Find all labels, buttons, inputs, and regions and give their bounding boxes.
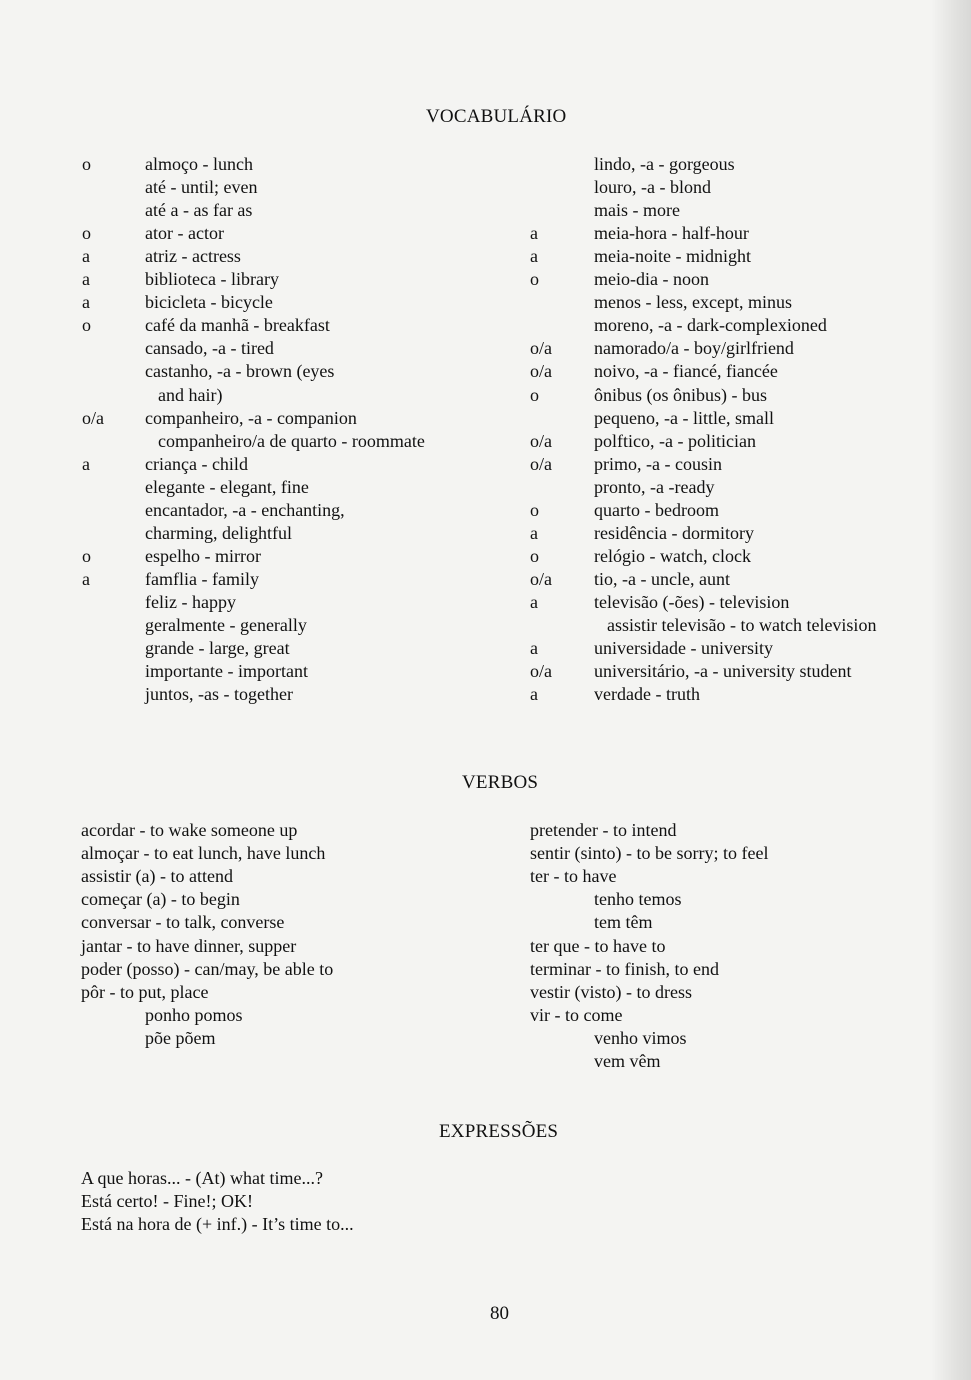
article-label: a: [82, 292, 90, 313]
vocab-entry: quarto - bedroom: [594, 499, 719, 520]
vocab-entry: universitário, -a - university student: [594, 661, 852, 682]
article-label: a: [82, 568, 90, 589]
vocab-entry: moreno, -a - dark-complexioned: [594, 315, 827, 336]
article-label: o: [530, 384, 539, 405]
verb-entry: pôr - to put, place: [81, 981, 209, 1002]
page-number: 80: [490, 1303, 509, 1324]
vocab-entry: companheiro, -a - companion: [145, 407, 357, 428]
verb-entry: conversar - to talk, converse: [81, 912, 285, 933]
vocab-entry: companheiro/a de quarto - roommate: [158, 430, 425, 451]
article-label: o/a: [530, 430, 552, 451]
verb-entry: poder (posso) - can/may, be able to: [81, 958, 334, 979]
vocab-entry: lindo, -a - gorgeous: [594, 154, 735, 174]
verb-entry: pretender - to intend: [530, 820, 677, 840]
verb-entry: tem têm: [594, 912, 653, 933]
verb-entry: começar (a) - to begin: [81, 889, 240, 910]
heading-verbos: VERBOS: [462, 772, 539, 793]
verb-entry: vem vêm: [594, 1051, 661, 1071]
vocab-entry: polftico, -a - politician: [594, 430, 756, 451]
verb-entry: ter - to have: [530, 866, 617, 887]
article-label: o: [82, 154, 91, 174]
vocab-entry: mais - more: [594, 200, 680, 221]
vocab-entry: meia-hora - half-hour: [594, 223, 749, 244]
verb-entry: põe põem: [145, 1027, 216, 1048]
expression-entry: Está na hora de (+ inf.) - It’s time to...: [81, 1214, 354, 1235]
vocab-entry: universidade - university: [594, 638, 773, 659]
expression-entry: Está certo! - Fine!; OK!: [81, 1191, 253, 1212]
heading-vocabulario: VOCABULÁRIO: [426, 106, 567, 127]
vocab-entry: ônibus (os ônibus) - bus: [594, 384, 768, 405]
verb-entry: vir - to come: [530, 1004, 623, 1025]
vocab-entry: assistir televisão - to watch television: [607, 615, 877, 635]
verb-entry: sentir (sinto) - to be sorry; to feel: [530, 843, 769, 864]
vocab-entry: noivo, -a - fiancé, fiancée: [594, 361, 778, 382]
verb-entry: jantar - to have dinner, supper: [81, 935, 297, 956]
vocab-entry: café da manhã - breakfast: [145, 315, 330, 336]
article-label: o: [530, 269, 539, 290]
vocab-entry: famflia - family: [145, 568, 259, 589]
vocab-entry: encantador, -a - enchanting,: [145, 499, 345, 520]
article-label: a: [530, 522, 538, 543]
article-label: o/a: [530, 661, 552, 682]
vocab-entry: espelho - mirror: [145, 545, 261, 566]
article-label: a: [530, 684, 538, 705]
vocab-entry: importante - important: [145, 661, 308, 682]
article-label: a: [530, 246, 538, 267]
article-label: a: [82, 246, 90, 267]
vocab-entry: ator - actor: [145, 223, 224, 244]
vocab-entry: pronto, -a -ready: [594, 476, 715, 497]
vocab-entry: elegante - elegant, fine: [145, 476, 309, 497]
vocab-entry: tio, -a - uncle, aunt: [594, 568, 730, 589]
article-label: o/a: [530, 453, 552, 474]
article-label: o: [530, 499, 539, 520]
vocab-entry: and hair): [158, 384, 223, 405]
vocab-entry: biblioteca - library: [145, 269, 279, 290]
vocab-entry: residência - dormitory: [594, 522, 754, 543]
heading-expressoes: EXPRESSÕES: [439, 1121, 559, 1142]
article-label: o: [82, 315, 91, 336]
article-label: o: [82, 545, 91, 566]
vocab-entry: atriz - actress: [145, 246, 241, 267]
vocab-entry: menos - less, except, minus: [594, 292, 792, 313]
vocab-entry: louro, -a - blond: [594, 177, 711, 198]
verb-entry: venho vimos: [594, 1027, 687, 1048]
article-label: o/a: [530, 568, 552, 589]
article-label: o/a: [82, 407, 104, 428]
vocab-entry: meio-dia - noon: [594, 269, 709, 290]
verb-entry: terminar - to finish, to end: [530, 958, 719, 979]
article-label: o: [530, 545, 539, 566]
vocab-entry: pequeno, -a - little, small: [594, 407, 774, 428]
vocab-entry: meia-noite - midnight: [594, 246, 751, 267]
article-label: a: [530, 223, 538, 244]
vocab-entry: criança - child: [145, 453, 248, 474]
vocab-entry: grande - large, great: [145, 638, 290, 659]
page-edge-shadow: [931, 0, 971, 1380]
article-label: a: [530, 591, 538, 612]
vocab-entry: até a - as far as: [145, 200, 253, 221]
vocab-entry: charming, delightful: [145, 522, 292, 543]
vocab-entry: televisão (-ões) - television: [594, 591, 790, 612]
vocab-entry: até - until; even: [145, 177, 258, 198]
vocab-entry: namorado/a - boy/girlfriend: [594, 338, 794, 359]
verb-entry: almoçar - to eat lunch, have lunch: [81, 843, 326, 864]
vocab-entry: castanho, -a - brown (eyes: [145, 361, 335, 382]
verb-entry: vestir (visto) - to dress: [530, 981, 692, 1002]
article-label: o/a: [530, 338, 552, 359]
article-label: a: [82, 269, 90, 290]
article-label: o/a: [530, 361, 552, 382]
verb-entry: assistir (a) - to attend: [81, 866, 233, 887]
vocab-entry: bicicleta - bicycle: [145, 292, 273, 313]
verb-entry: ponho pomos: [145, 1004, 243, 1025]
article-label: a: [530, 638, 538, 659]
article-label: a: [82, 453, 90, 474]
verb-entry: ter que - to have to: [530, 935, 666, 956]
vocab-entry: juntos, -as - together: [145, 684, 293, 705]
vocab-entry: feliz - happy: [145, 591, 236, 612]
vocab-entry: cansado, -a - tired: [145, 338, 274, 359]
vocab-entry: almoço - lunch: [145, 154, 253, 174]
verb-entry: tenho temos: [594, 889, 682, 910]
vocab-entry: geralmente - generally: [145, 615, 307, 635]
vocab-entry: verdade - truth: [594, 684, 700, 705]
vocab-entry: relógio - watch, clock: [594, 545, 751, 566]
article-label: o: [82, 223, 91, 244]
vocab-entry: primo, -a - cousin: [594, 453, 722, 474]
verb-entry: acordar - to wake someone up: [81, 820, 298, 840]
expression-entry: A que horas... - (At) what time...?: [81, 1168, 323, 1188]
